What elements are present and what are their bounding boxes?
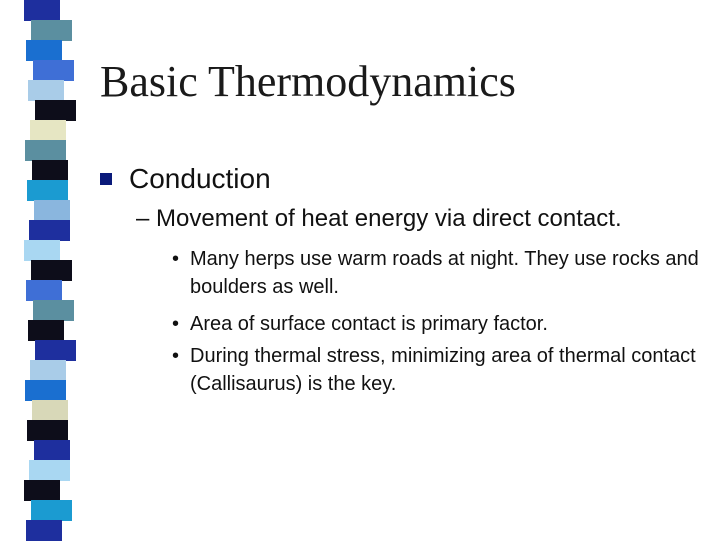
strip-block	[27, 420, 68, 441]
bullet-level3-text: Many herps use warm roads at night. They use rocks and boulders as well.	[190, 248, 699, 298]
strip-block	[32, 160, 68, 181]
strip-block	[26, 520, 62, 541]
dot-bullet: •	[172, 345, 180, 367]
strip-block	[28, 80, 64, 101]
strip-block	[31, 260, 72, 281]
strip-block	[33, 300, 74, 321]
strip-block	[34, 440, 70, 461]
strip-block	[31, 500, 72, 521]
strip-block	[30, 360, 66, 381]
strip-block	[28, 320, 64, 341]
strip-block	[33, 60, 74, 81]
dot-bullet: •	[172, 313, 180, 335]
slide-title: Basic Thermodynamics	[100, 57, 516, 106]
strip-block	[29, 220, 70, 241]
strip-block	[25, 380, 66, 401]
bullet-level3-text: Area of surface contact is primary factor.	[190, 313, 548, 335]
square-bullet-icon	[100, 173, 112, 185]
dot-bullet: •	[172, 248, 180, 270]
bullet-level1	[100, 163, 271, 195]
strip-block	[27, 180, 68, 201]
bullet-level1-text: Conduction	[129, 163, 271, 194]
bullet-level3-text: During thermal stress, minimizing area of thermal contact (Callisaurus) is the key.	[190, 345, 696, 395]
bullet-level3-item	[172, 310, 702, 338]
strip-block	[25, 140, 66, 161]
strip-block	[26, 280, 62, 301]
strip-block	[35, 340, 76, 361]
strip-block	[26, 40, 62, 61]
bullet-level3-item	[172, 245, 702, 301]
bullet-level3-item	[172, 342, 702, 398]
strip-block	[24, 240, 60, 261]
strip-block	[34, 200, 70, 221]
bullet-level2	[136, 205, 622, 233]
strip-block	[24, 0, 60, 21]
strip-block	[24, 480, 60, 501]
dash-bullet: –	[136, 205, 150, 232]
decorative-strip	[0, 0, 70, 540]
bullet-level2-text: Movement of heat energy via direct contact.	[156, 205, 622, 232]
strip-block	[29, 460, 70, 481]
strip-block	[32, 400, 68, 421]
strip-block	[31, 20, 72, 41]
strip-block	[35, 100, 76, 121]
strip-block	[30, 120, 66, 141]
